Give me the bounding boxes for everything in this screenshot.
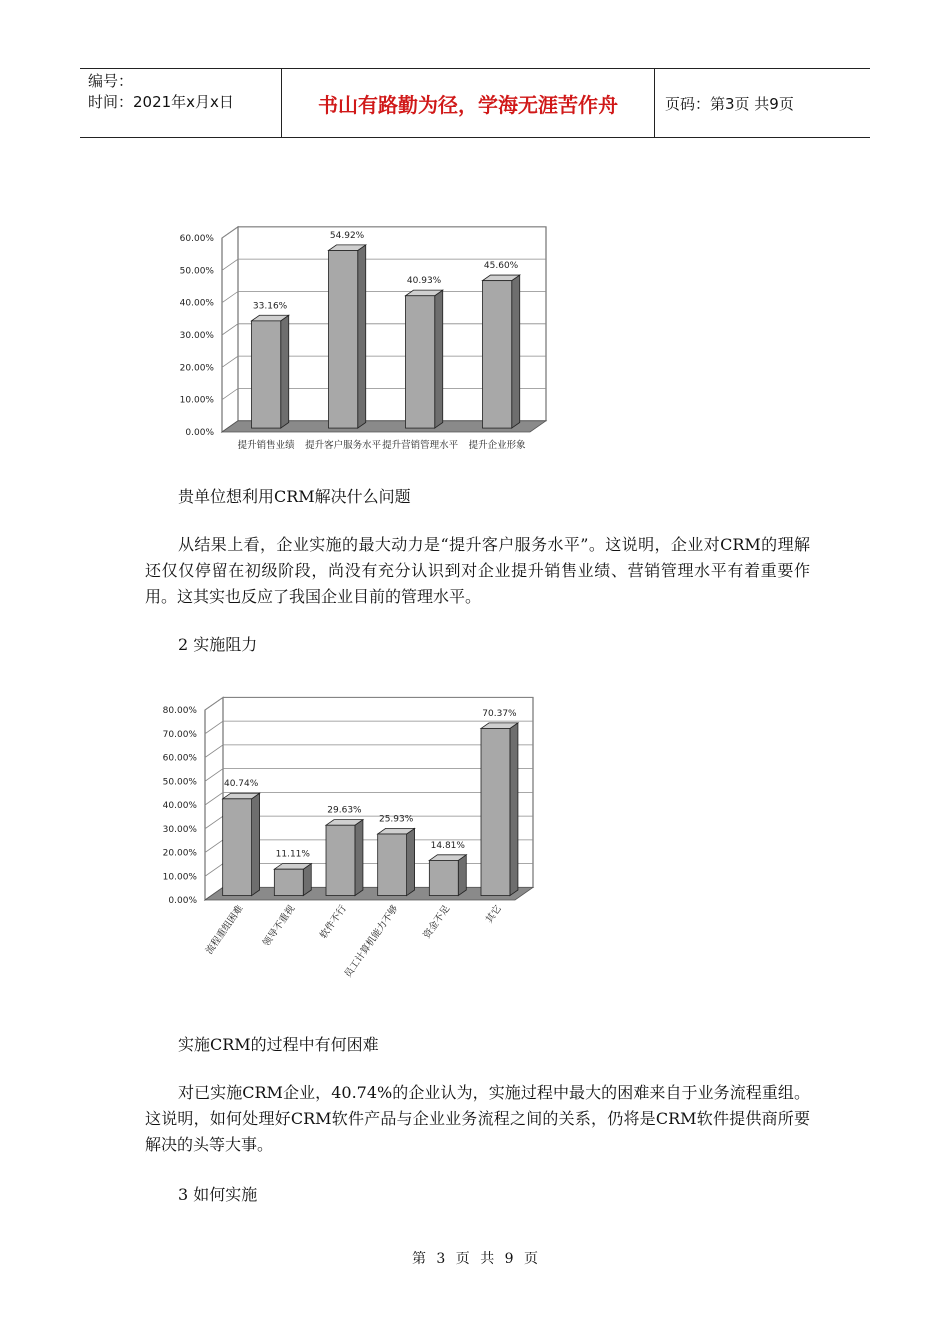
- bar-front: [223, 799, 252, 896]
- bar-front: [251, 321, 280, 428]
- x-tick-label: 员工计算机能力不够: [342, 903, 401, 980]
- x-tick-label: 领导不重视: [260, 903, 298, 949]
- paragraph-2: 对已实施CRM企业，40.74%的企业认为，实施过程中最大的困难来自于业务流程重组。这说明，如何处理好CRM软件产品与企业业务流程之间的关系，仍将是CRM软件提供商所要解决的头等大事。: [145, 1083, 810, 1154]
- bar: [328, 245, 365, 428]
- y-tick-label: 40.00%: [162, 801, 197, 811]
- bar-side: [355, 820, 363, 896]
- data-label: 54.92%: [329, 230, 365, 241]
- bar-front: [482, 281, 511, 428]
- bar-front: [429, 860, 458, 895]
- bar-front: [328, 251, 357, 429]
- bar-side: [510, 723, 518, 896]
- bar-side: [358, 245, 366, 428]
- page-header: [80, 68, 870, 138]
- x-tick-label: 流程重组困难: [203, 903, 246, 957]
- bar: [274, 864, 311, 896]
- bar-side: [435, 290, 443, 428]
- y-tick-label: 50.00%: [162, 777, 197, 788]
- bar: [429, 855, 466, 896]
- y-tick-label: 60.00%: [162, 753, 197, 764]
- bar: [251, 315, 288, 428]
- header-meta: [80, 69, 282, 137]
- header-page-info: 页码：第3页 共9页: [665, 94, 794, 113]
- page-footer: 第 3 页 共 9 页: [411, 1251, 539, 1267]
- chart-crm-goals: [160, 210, 560, 460]
- paragraph-1: 从结果上看，企业实施的最大动力是“提升客户服务水平”。这说明，企业对CRM的理解还仅仅停留在初级阶段，尚没有充分认识到对企业提升销售业绩、营销管理水平有着重要作用。这其实也反应了我国企业目前的管理水平。: [145, 535, 810, 606]
- bar: [482, 275, 519, 428]
- x-tick-label: 提升客户服务水平: [305, 440, 382, 451]
- x-tick-label: 提升企业形象: [468, 440, 526, 451]
- data-label: 70.37%: [482, 708, 517, 719]
- bar-side: [458, 855, 466, 896]
- data-label: 29.63%: [327, 805, 362, 816]
- data-label: 45.60%: [483, 261, 519, 272]
- data-label: 11.11%: [275, 849, 310, 860]
- y-tick-label: 40.00%: [179, 298, 214, 309]
- chart-implementation-obstacles: [150, 690, 540, 990]
- bar: [326, 820, 363, 896]
- y-tick-label: 10.00%: [162, 872, 197, 883]
- y-tick-label: 30.00%: [179, 331, 214, 341]
- y-tick-label: 0.00%: [185, 428, 214, 438]
- bar-front: [326, 825, 355, 895]
- header-number-label: 编号：: [88, 72, 134, 90]
- bar: [223, 793, 260, 895]
- y-tick-label: 50.00%: [179, 266, 214, 277]
- bar-front: [378, 834, 407, 896]
- x-tick-label: 资金不足: [421, 903, 453, 941]
- data-label: 25.93%: [378, 814, 414, 825]
- y-tick-label: 20.00%: [179, 363, 214, 374]
- x-tick-label: 其它: [484, 903, 504, 926]
- y-tick-label: 70.00%: [162, 729, 197, 740]
- x-tick-label: 提升营销管理水平: [382, 440, 459, 451]
- y-tick-label: 20.00%: [162, 848, 197, 859]
- data-label: 14.81%: [430, 840, 465, 851]
- bar: [378, 828, 415, 895]
- bar-side: [512, 275, 520, 428]
- y-tick-label: 80.00%: [162, 706, 197, 716]
- bar-front: [481, 728, 510, 895]
- bar-side: [281, 315, 289, 428]
- bar-side: [252, 793, 260, 895]
- section-heading-2: 2 实施阻力: [178, 635, 258, 654]
- bar: [405, 290, 442, 428]
- bar-front: [405, 296, 434, 428]
- bar: [481, 723, 518, 896]
- y-tick-label: 10.00%: [179, 395, 214, 406]
- x-tick-label: 提升销售业绩: [237, 440, 295, 451]
- x-tick-label: 软件不行: [318, 903, 349, 941]
- bar-front: [274, 869, 303, 895]
- data-label: 40.93%: [406, 276, 442, 287]
- y-tick-label: 60.00%: [179, 234, 214, 244]
- header-motto: 书山有路勤为径，学海无涯苦作舟: [282, 69, 655, 137]
- data-label: 40.74%: [223, 779, 259, 790]
- chart1-caption: 贵单位想利用CRM解决什么问题: [178, 487, 411, 506]
- bar-side: [407, 828, 415, 895]
- y-tick-label: 30.00%: [162, 824, 197, 835]
- y-tick-label: 0.00%: [168, 896, 197, 906]
- chart2-caption: 实施CRM的过程中有何困难: [178, 1035, 379, 1054]
- data-label: 33.16%: [252, 301, 288, 312]
- section-heading-3: 3 如何实施: [178, 1185, 258, 1204]
- header-time-label: 时间：2021年x月x日: [88, 93, 234, 111]
